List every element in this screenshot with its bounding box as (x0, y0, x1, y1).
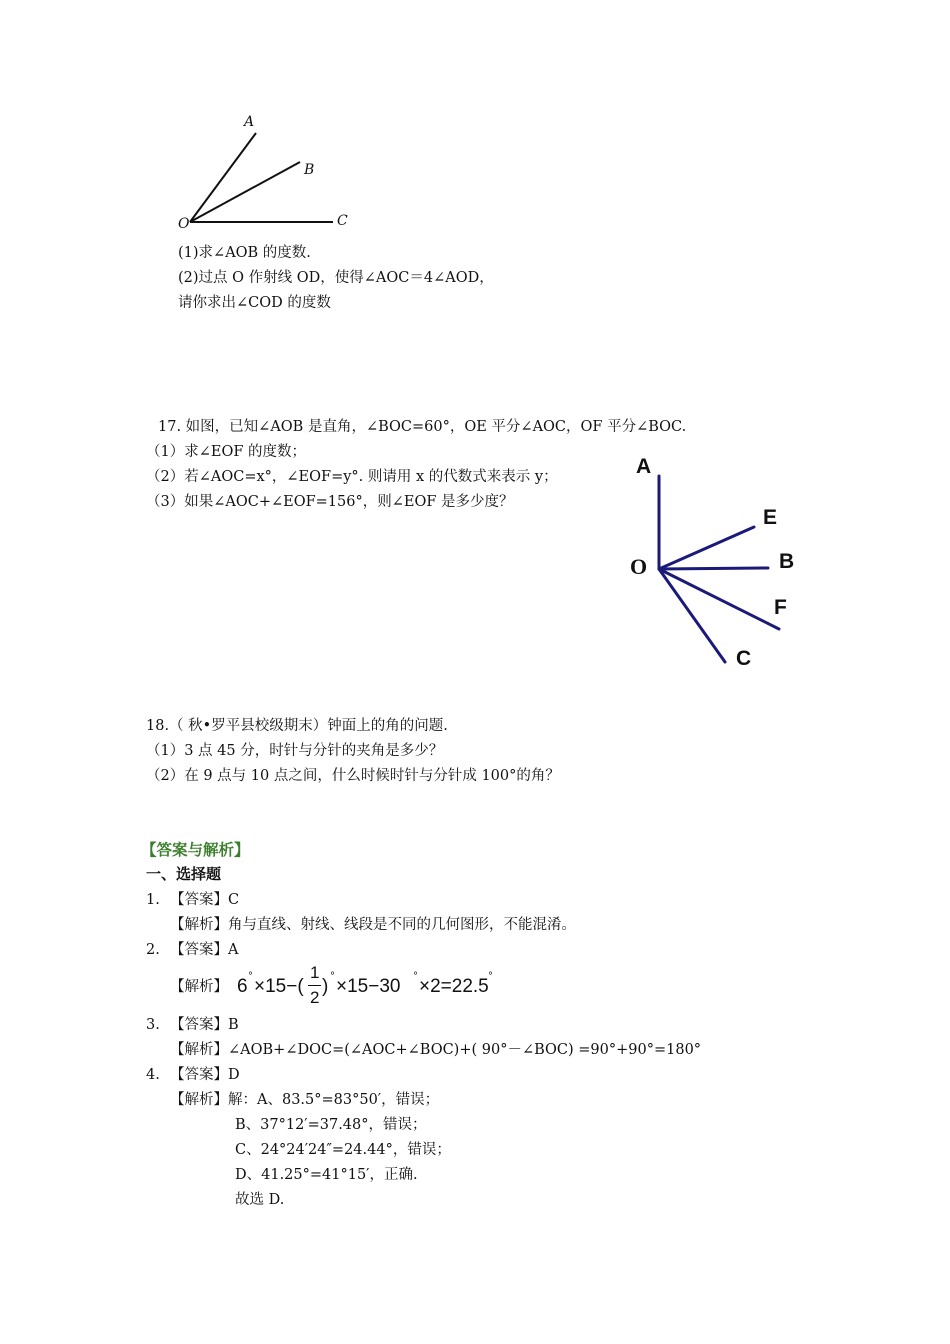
formula-2-d: ×15−30 (336, 976, 401, 997)
label-b2: B (779, 550, 795, 573)
label-c2: C (736, 647, 752, 670)
q17-p1: （1）求∠EOF 的度数； (146, 444, 307, 460)
explain-3: 【解析】∠AOB+∠DOC=(∠AOC+∠BOC)+( 90°－∠BOC) =90°+90°=180° (170, 1042, 702, 1058)
q17-p3: （3）如果∠AOC+∠EOF=156°，则∠EOF 是多少度？ (146, 494, 514, 510)
formula-2-num: 1 (310, 963, 320, 982)
q16-part1: (1)求∠AOB 的度数. (178, 245, 311, 261)
q17-p2: （2）若∠AOC=x°，∠EOF=y°. 则请用 x 的代数式来表示 y； (146, 469, 558, 485)
formula-2-e: ×2=22.5 (419, 976, 489, 997)
q16-part2: (2)过点 O 作射线 OD，使得∠AOC＝4∠AOD， (178, 270, 494, 286)
label-f: F (774, 596, 787, 619)
ray-of (659, 569, 779, 629)
answers-heading: 【答案与解析】 (141, 841, 250, 859)
explain-4-line-c: C、24°24′24″=24.44°，错误； (235, 1142, 451, 1158)
explain-4-line-d: D、41.25°=41°15′，正确. (235, 1167, 418, 1183)
q16-part3: 请你求出∠COD 的度数 (178, 295, 331, 311)
label-a2: A (636, 455, 652, 478)
label-o: O (178, 216, 190, 232)
answer-4-num: 4. (146, 1067, 160, 1083)
answer-2-num: 2. (146, 942, 160, 958)
q18-p1: （1）3 点 45 分，时针与分针的夹角是多少？ (146, 743, 444, 759)
fraction-bar (308, 985, 321, 986)
formula-2-a: 6 (237, 976, 248, 997)
answer-3: 【答案】B (170, 1017, 239, 1033)
answer-4: 【答案】D (170, 1067, 240, 1083)
label-a: A (244, 114, 255, 130)
explain-4-conclusion: 故选 D. (235, 1192, 285, 1208)
degree-mark-2: ° (330, 971, 335, 982)
explain-4-line-b: B、37°12′=37.48°，错误； (235, 1117, 427, 1133)
formula-2-c: ) (322, 976, 329, 997)
answer-1: 【答案】C (170, 892, 240, 908)
q18-p2: （2）在 9 点与 10 点之间，什么时候时针与分针成 100°的角？ (146, 768, 560, 784)
formula-2-den: 2 (310, 988, 320, 1007)
section-choice: 一、选择题 (146, 865, 222, 883)
formula-2-b: ×15−( (254, 976, 304, 997)
answer-2: 【答案】A (170, 942, 239, 958)
explain-4: 【解析】解：A、83.5°=83°50′，错误； (170, 1092, 440, 1108)
explain-1: 【解析】角与直线、射线、线段是不同的几何图形，不能混淆。 (170, 917, 576, 933)
degree-mark-3: ° (413, 971, 418, 982)
q17-stem: 17. 如图，已知∠AOB 是直角，∠BOC=60°，OE 平分∠AOC，OF 平分∠BOC. (158, 419, 687, 435)
answer-3-num: 3. (146, 1017, 160, 1033)
ray-oe (659, 527, 754, 569)
label-e: E (763, 506, 778, 529)
label-c: C (337, 213, 348, 229)
degree-mark-1: ° (248, 971, 253, 982)
degree-mark-4: ° (488, 971, 493, 982)
explain-2-label: 【解析】 (170, 979, 228, 995)
ray-ob2 (659, 568, 768, 569)
label-b: B (304, 162, 315, 178)
q18-stem: 18.（ 秋•罗平县校级期末）钟面上的角的问题. (146, 718, 448, 734)
ray-oc2 (659, 569, 725, 662)
label-o2: O (630, 554, 648, 579)
answer-1-num: 1. (146, 892, 160, 908)
